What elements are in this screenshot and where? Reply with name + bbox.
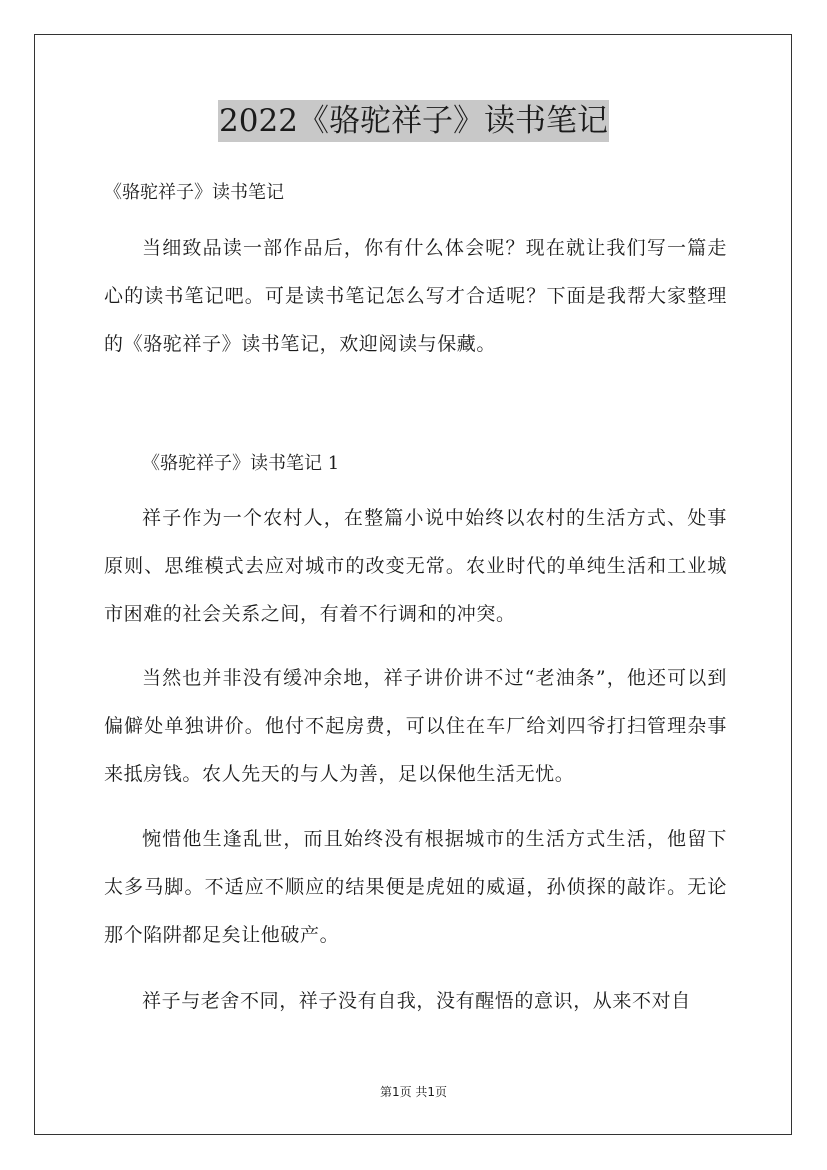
body-paragraph: 祥子作为一个农村人，在整篇小说中始终以农村的生活方式、处事原则、思维模式去应对城市的改变无常。农业时代的单纯生活和工业城市困难的社会关系之间，有着不行调和的冲突。 [104,507,727,625]
body-paragraph: 祥子与老舍不同，祥子没有自我，没有醒悟的意识，从来不对自 [142,990,691,1012]
document-title: 2022《骆驼祥子》读书笔记 [218,100,609,142]
section-heading: 《骆驼祥子》读书笔记 1 [142,453,340,474]
title-container [0,100,827,142]
document-subtitle: 《骆驼祥子》读书笔记 [104,182,284,203]
intro-paragraph: 当细致品读一部作品后，你有什么体会呢？现在就让我们写一篇走心的读书笔记吧。可是读书笔记怎么写才合适呢？下面是我帮大家整理的《骆驼祥子》读书笔记，欢迎阅读与保藏。 [104,237,727,355]
body-paragraph: 当然也并非没有缓冲余地，祥子讲价讲不过“老油条”，他还可以到偏僻处单独讲价。他付不起房费，可以住在车厂给刘四爷打扫管理杂事来抵房钱。农人先天的与人为善，足以保他生活无忧。 [104,667,727,785]
page-footer: 第1页 共1页 [379,1085,448,1099]
body-paragraph: 惋惜他生逢乱世，而且始终没有根据城市的生活方式生活，他留下太多马脚。不适应不顺应的结果便是虎妞的威逼，孙侦探的敲诈。无论那个陷阱都足矣让他破产。 [104,828,727,946]
